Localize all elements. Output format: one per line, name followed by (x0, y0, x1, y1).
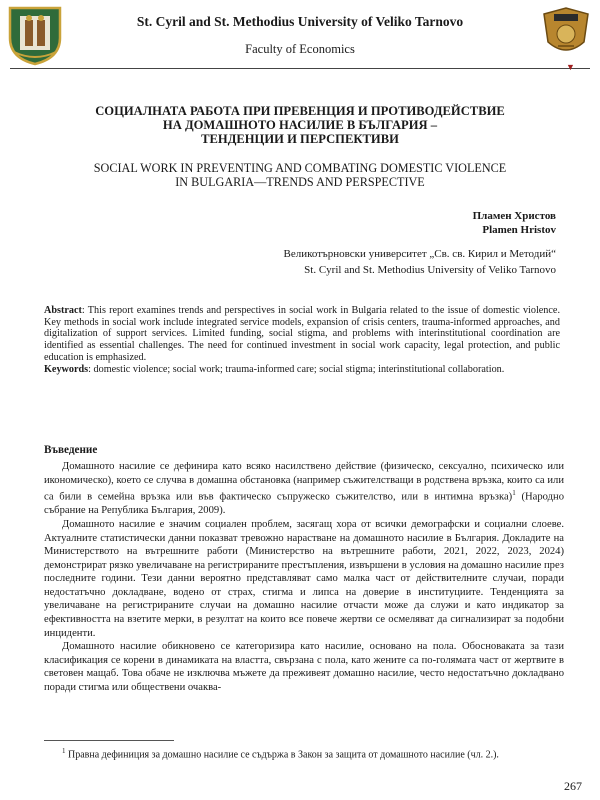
title-en-line: IN BULGARIA—TRENDS AND PERSPECTIVE (175, 175, 425, 189)
footnote-ref: 1 (512, 489, 516, 498)
title-bg-line: ТЕНДЕНЦИИ И ПЕРСПЕКТИВИ (201, 132, 399, 146)
abstract-label: Abstract (44, 305, 82, 316)
paragraph-2: Домашното насилие е значим социален проблем, засягащ хора от всички демографски и социални слоеве. Актуалните статистически данни показват тревожно нарастване на домашното насилие в България. Докладите на Министерството на вътрешните работи (Министерство на вътрешните работи, 2021, 2022, 2023, 2024) демонстрират рязко увеличаване на регистрираните престъпления, извършени в условия на домашно насилие през последните години. Тези данни вероятно представляват само малка част от действителните случаи, поради недостатъчно докладване, водено от страх, стигма и липса на доверие в институциите. Тенденцията за увеличаване на регистрираните случаи на домашно насилие отчасти може да служи и като индикатор за ефективността на взетите мерки, в резултат на които все повече жертви се осмеляват да сигнализират за подобни инциденти. (44, 518, 564, 639)
title-en-line: SOCIAL WORK IN PREVENTING AND COMBATING DOMESTIC VIOLENCE (93, 161, 507, 175)
title-bg-line: НА ДОМАШНОТО НАСИЛИЕ В БЪЛГАРИЯ – (162, 118, 438, 132)
affiliation-en: St. Cyril and St. Methodius University of Veliko Tarnovo (304, 264, 556, 276)
keywords-label: Keywords (44, 363, 89, 375)
paragraph-1 (44, 460, 564, 518)
header-rule (10, 68, 590, 69)
faculty-name: Faculty of Economics (245, 42, 355, 56)
title-bg-line: СОЦИАЛНАТА РАБОТА ПРИ ПРЕВЕНЦИЯ И ПРОТИВОДЕЙСТВИЕ (95, 104, 505, 118)
author-name-bg: Пламен Христов (472, 210, 556, 222)
university-crest-logo (6, 4, 64, 66)
footnote-mark: 1 (62, 747, 66, 755)
page-header (0, 0, 600, 70)
section-heading: Въведение (44, 444, 98, 456)
abstract-text: : This report examines trends and perspectives in social work in Bulgaria related to the issue of domestic violence. Key methods in social work include integrated service models, expansion of crisis centers, trauma-informed approaches, and digitalization of support services. Limited funding, social stigma, and problems with interinstitutional coordination are identified as essential challenges. The need for continued investment in social work capacity, legal protection, and public education is emphasized. (44, 305, 560, 363)
footnote-rule (44, 740, 174, 741)
chevron-down-icon: ▼ (566, 62, 575, 72)
body-text (44, 460, 564, 695)
faculty-emblem-logo (540, 4, 592, 60)
affiliation-bg: Великотърновски университет „Св. св. Кирил и Методий“ (283, 248, 556, 260)
title-bulgarian (40, 104, 560, 146)
keywords-paragraph (44, 364, 560, 376)
abstract-paragraph (44, 305, 560, 364)
keywords-text: : domestic violence; social work; trauma-informed care; social stigma; interinstitutional collaboration. (88, 363, 505, 375)
university-name: St. Cyril and St. Methodius University of Veliko Tarnovo (136, 14, 464, 29)
author-name-en: Plamen Hristov (482, 224, 556, 236)
abstract-block (44, 305, 560, 375)
page-number: 267 (564, 779, 582, 793)
paragraph-1-citation: (Народно събрание на Република България, 2009). (44, 491, 564, 517)
paragraph-3: Домашното насилие обикновено се категоризира като насилие, основано на пола. Обосноваката за тази класификация се корени в динамиката на властта, свързана с пола, като жените са по-голямата част от жертвите в световен мащаб. Това обаче не изключва мъжете да преживеят домашно насилие, често недостатъчно докладвано поради стигма или обществени очаква- (44, 641, 564, 694)
footnote (44, 745, 564, 762)
footnote-text: Правна дефиниция за домашно насилие се съдържа в Закон за защита от домашното насилие (чл. 2.). (65, 749, 499, 761)
title-english (30, 161, 570, 189)
paragraph-1-text: Домашното насилие се дефинира като всяко насилствено действие (физическо, сексуално, психическо или икономическо), което се случва в домашна обстановка (например съжителстващи в родствена връзка, които са или са били в семейна връзка или във фактическо съпружеско съжителство, или в интимна връзка) (44, 461, 564, 503)
